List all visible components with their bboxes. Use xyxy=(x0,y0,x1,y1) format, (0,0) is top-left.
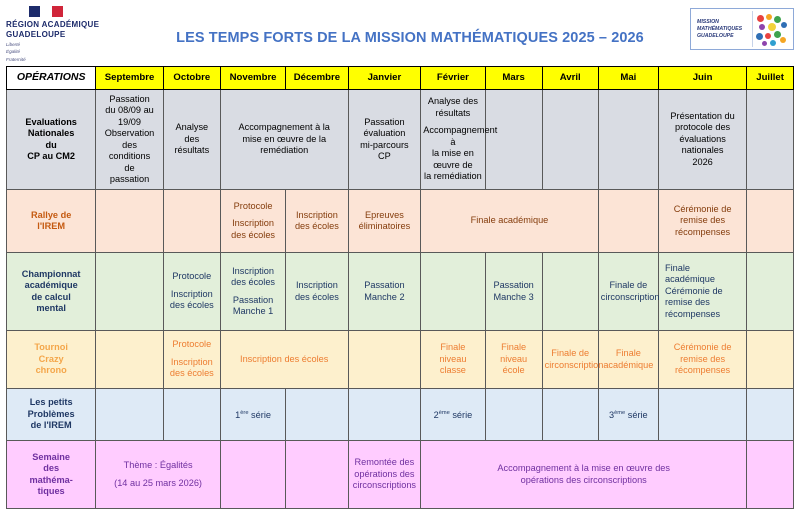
logo-left-line1: RÉGION ACADÉMIQUE xyxy=(6,20,100,29)
cell-line: Accompagnement à xyxy=(423,125,498,147)
cell-line: Finale de xyxy=(609,280,648,290)
row-label-line: CP au CM2 xyxy=(27,151,76,161)
cell-crazy-octobre xyxy=(163,331,220,389)
cell-champ-juillet xyxy=(747,253,794,331)
cell-rallye-juin xyxy=(658,190,746,253)
cell-line: Cérémonie de xyxy=(673,342,732,353)
cell-line: classe xyxy=(439,365,466,376)
cell-line: Manche 3 xyxy=(493,291,534,302)
column-header-juillet: Juillet xyxy=(747,67,794,90)
cell-line: Thème : Égalités xyxy=(123,460,193,470)
calendar-table-container xyxy=(6,66,794,509)
cell-line: remise des xyxy=(680,215,726,226)
cell-eval-juillet xyxy=(747,90,794,190)
row-label-line: Les petits xyxy=(29,397,73,408)
cell-line: des écoles xyxy=(231,229,276,240)
row-label-line: chrono xyxy=(35,365,67,376)
row-label-line: tiques xyxy=(37,486,65,496)
cell-line: des écoles xyxy=(231,277,276,287)
row-label-semaine-mathematiques xyxy=(7,441,96,509)
cell-champ-juin xyxy=(658,253,746,331)
column-header-juin: Juin xyxy=(658,67,746,90)
row-label-line: de l'IREM xyxy=(30,420,72,431)
cell-semaine-novembre xyxy=(220,441,285,509)
cell-eval-octobre xyxy=(163,90,220,190)
cell-champ-mars xyxy=(485,253,542,331)
cell-line: (14 au 25 mars 2026) xyxy=(114,477,202,488)
cell-line: la remédiation xyxy=(424,171,482,182)
cell-rallye-septembre xyxy=(96,190,163,253)
table-row-petits-problemes-irem xyxy=(7,389,794,441)
cell-petits-mai: 3ème série xyxy=(598,389,658,441)
row-label-line: Crazy xyxy=(38,353,64,364)
cell-line: récompenses xyxy=(664,308,721,319)
cell-crazy-fevrier xyxy=(421,331,485,389)
page-header xyxy=(0,0,800,62)
cell-line: circonscription xyxy=(544,359,604,370)
column-header-novembre: Novembre xyxy=(220,67,285,90)
mission-mathematiques-guadeloupe-logo xyxy=(690,8,794,50)
cell-petits-novembre: 1ère série xyxy=(220,389,285,441)
table-row-tournoi-crazy-chrono xyxy=(7,331,794,389)
cell-crazy-janvier xyxy=(348,331,421,389)
cell-line: Finale xyxy=(664,262,690,273)
cell-line: Inscription xyxy=(295,280,338,290)
cell-petits-septembre xyxy=(96,389,163,441)
row-label-line: Semaine xyxy=(32,451,71,462)
cell-line: résultats xyxy=(435,107,471,118)
cell-petits-juin xyxy=(658,389,746,441)
cell-petits-fevrier: 2ème série xyxy=(421,389,485,441)
cell-line: académique xyxy=(603,359,654,370)
page-title: LES TEMPS FORTS DE LA MISSION MATHÉMATIQUES 2025 – 2026 xyxy=(176,30,644,46)
right-logo-text xyxy=(693,19,752,40)
right-logo-line3: GUADELOUPE xyxy=(697,32,734,39)
cell-line: Protocole xyxy=(172,339,212,350)
cell-eval-juin xyxy=(658,90,746,190)
row-label-line: Championnat xyxy=(21,268,81,279)
row-label-line: Evaluations xyxy=(25,116,77,127)
cell-line: des écoles xyxy=(294,291,339,302)
cell-line: Observation xyxy=(104,128,155,138)
colorful-math-symbols-icon xyxy=(752,11,791,47)
column-header-operations: OPÉRATIONS xyxy=(7,67,96,90)
cell-line: circonscription xyxy=(600,291,660,302)
cell-rallye-novembre xyxy=(220,190,285,253)
cell-champ-janvier xyxy=(348,253,421,331)
cell-line: Passation xyxy=(109,93,150,104)
right-logo-line1: MISSION xyxy=(697,18,719,25)
cell-line: Epreuves xyxy=(364,209,404,220)
cell-rallye-juillet xyxy=(747,190,794,253)
cell-petits-octobre xyxy=(163,389,220,441)
cell-eval-janvier xyxy=(348,90,421,190)
cell-semaine-decembre xyxy=(286,441,348,509)
cell-line: des écoles xyxy=(169,368,214,379)
cell-eval-fevrier xyxy=(421,90,498,190)
cell-line: des xyxy=(184,133,200,144)
cell-line: remise des xyxy=(664,297,710,308)
row-label-line: Nationales xyxy=(27,128,75,138)
row-label-line: Tournoi xyxy=(34,342,68,353)
cell-line: des écoles xyxy=(294,221,339,231)
cell-line: des écoles xyxy=(169,300,214,311)
right-logo-line2: MATHÉMATIQUES xyxy=(697,25,743,32)
cell-line: Finale de xyxy=(551,348,590,358)
cell-line: Passation xyxy=(493,280,534,290)
column-header-decembre: Décembre xyxy=(286,67,348,90)
cell-crazy-avril xyxy=(542,331,604,389)
table-row-rallye-irem xyxy=(7,190,794,253)
cell-line: Analyse des xyxy=(427,96,478,107)
cell-champ-avril xyxy=(542,253,598,331)
logo-left-motto-liberte: Liberté xyxy=(6,42,21,47)
cell-line: circonscriptions xyxy=(352,480,417,491)
cell-line: mi-parcours xyxy=(360,139,409,150)
cell-line: évaluations nationales xyxy=(679,133,726,156)
cell-eval-septembre xyxy=(96,90,163,190)
cell-line: mise en œuvre de la xyxy=(242,133,327,144)
cell-semaine-juillet xyxy=(747,441,794,509)
cell-petits-juillet xyxy=(747,389,794,441)
row-label-evaluations-nationales xyxy=(7,90,96,190)
cell-rallye-decembre xyxy=(286,190,348,253)
cell-line: Protocole xyxy=(233,200,273,211)
row-label-line: mental xyxy=(36,303,66,313)
cell-eval-novembre-decembre xyxy=(220,90,348,190)
cell-line: du 08/09 au xyxy=(105,105,154,115)
cell-line: opérations des circonscriptions xyxy=(520,474,647,485)
table-row-evaluations-nationales xyxy=(7,90,794,190)
cell-line: opérations des xyxy=(354,468,415,479)
cell-semaine-fevrier-juin xyxy=(421,441,747,509)
cell-line: Passation xyxy=(232,294,274,305)
cell-champ-novembre xyxy=(220,253,285,331)
table-row-semaine-mathematiques xyxy=(7,441,794,509)
cell-champ-fevrier xyxy=(421,253,485,331)
cell-line: Remontée des xyxy=(354,457,415,468)
row-label-championnat-calcul-mental xyxy=(7,253,96,331)
cell-eval-mars xyxy=(485,90,542,190)
cell-line: Accompagnement à la xyxy=(238,122,330,133)
table-row-championnat-calcul-mental xyxy=(7,253,794,331)
logo-left-motto-egalite: Égalité xyxy=(6,49,21,55)
cell-champ-decembre xyxy=(286,253,348,331)
cell-rallye-octobre xyxy=(163,190,220,253)
cell-line: Inscription xyxy=(295,209,338,220)
logo-left-motto-fraternite: Fraternité xyxy=(6,56,26,62)
cell-line: Présentation du xyxy=(670,110,735,121)
row-label-line: Rallye de xyxy=(30,209,72,220)
cell-line: académique xyxy=(664,274,716,285)
cell-semaine-janvier xyxy=(348,441,421,509)
row-label-line: académique xyxy=(24,280,78,290)
cell-line: Passation xyxy=(364,280,405,290)
cell-line: remise des xyxy=(680,353,726,364)
column-header-octobre: Octobre xyxy=(163,67,220,90)
row-label-line: mathéma- xyxy=(29,474,73,485)
table-header-row xyxy=(7,67,794,90)
row-label-tournoi-crazy-chrono xyxy=(7,331,96,389)
cell-petits-janvier xyxy=(348,389,421,441)
cell-champ-septembre xyxy=(96,253,163,331)
cell-crazy-novembre-decembre: Inscription des écoles xyxy=(220,331,348,389)
cell-line: 2026 xyxy=(692,156,713,167)
column-header-fevrier: Février xyxy=(421,67,485,90)
row-label-line: du xyxy=(45,139,57,150)
cell-line: Manche 2 xyxy=(364,291,405,302)
column-header-avril: Avril xyxy=(542,67,598,90)
cell-champ-mai xyxy=(598,253,658,331)
cell-line: récompenses xyxy=(675,365,731,376)
cell-line: Inscription xyxy=(170,288,213,299)
cell-line: Accompagnement à la mise en œuvre des xyxy=(497,463,671,473)
row-label-petits-problemes-irem xyxy=(7,389,96,441)
column-header-mars: Mars xyxy=(485,67,542,90)
row-label-line: Problèmes xyxy=(27,408,75,419)
cell-semaine-septembre-octobre xyxy=(96,441,221,509)
cell-line: protocole des xyxy=(674,122,731,133)
cell-rallye-mai xyxy=(598,190,658,253)
region-academique-guadeloupe-logo xyxy=(6,6,126,62)
french-flag-icon xyxy=(29,6,63,17)
cell-rallye-janvier xyxy=(348,190,421,253)
cell-line: conditions xyxy=(108,151,151,161)
cell-crazy-septembre xyxy=(96,331,163,389)
cell-petits-decembre xyxy=(286,389,348,441)
cell-line: Passation xyxy=(364,116,405,127)
row-label-line: des xyxy=(43,463,60,473)
cell-line: Inscription xyxy=(232,218,274,229)
cell-eval-mai xyxy=(598,90,658,190)
cell-crazy-mars xyxy=(485,331,542,389)
cell-line: résultats xyxy=(174,145,210,156)
cell-line: de xyxy=(124,162,135,173)
column-header-mai: Mai xyxy=(598,67,658,90)
row-label-rallye-irem xyxy=(7,190,96,253)
cell-eval-avril xyxy=(542,90,598,190)
cell-line: passation xyxy=(109,174,150,184)
cell-line: Protocole xyxy=(172,271,212,282)
cell-line: Analyse xyxy=(175,122,209,133)
cell-line: Inscription xyxy=(232,265,274,276)
column-header-janvier: Janvier xyxy=(348,67,421,90)
cell-line: Cérémonie de xyxy=(673,203,732,214)
cell-petits-avril xyxy=(542,389,598,441)
cell-line: la mise en œuvre de xyxy=(431,148,474,170)
cell-line: évaluation xyxy=(363,128,406,138)
cell-crazy-juin xyxy=(658,331,746,389)
cell-line: Cérémonie de xyxy=(664,285,723,296)
row-label-line: de calcul xyxy=(31,291,71,302)
cell-line: éliminatoires xyxy=(358,221,411,231)
cell-line: Finale xyxy=(615,348,641,358)
cell-line: école xyxy=(502,365,525,376)
cell-line: Inscription xyxy=(170,356,213,367)
cell-line: Finale xyxy=(440,342,466,353)
temps-forts-calendar-table xyxy=(6,66,794,509)
cell-crazy-juillet xyxy=(747,331,794,389)
cell-line: niveau xyxy=(500,353,528,364)
cell-line: Manche 1 xyxy=(232,306,274,316)
column-header-septembre: Septembre xyxy=(96,67,163,90)
cell-line: des xyxy=(122,139,137,150)
cell-line: remédiation xyxy=(260,145,309,156)
cell-line: Finale xyxy=(501,342,527,353)
cell-line: 19/09 xyxy=(118,116,142,127)
cell-rallye-fevrier-avril: Finale académique xyxy=(421,190,599,253)
cell-line: CP xyxy=(378,151,391,161)
cell-line: niveau xyxy=(439,353,467,364)
row-label-line: l'IREM xyxy=(37,221,65,231)
cell-champ-octobre xyxy=(163,253,220,331)
cell-petits-mars xyxy=(485,389,542,441)
cell-line: récompenses xyxy=(675,226,731,237)
cell-crazy-mai xyxy=(598,331,658,389)
logo-left-line2: GUADELOUPE xyxy=(6,30,66,39)
